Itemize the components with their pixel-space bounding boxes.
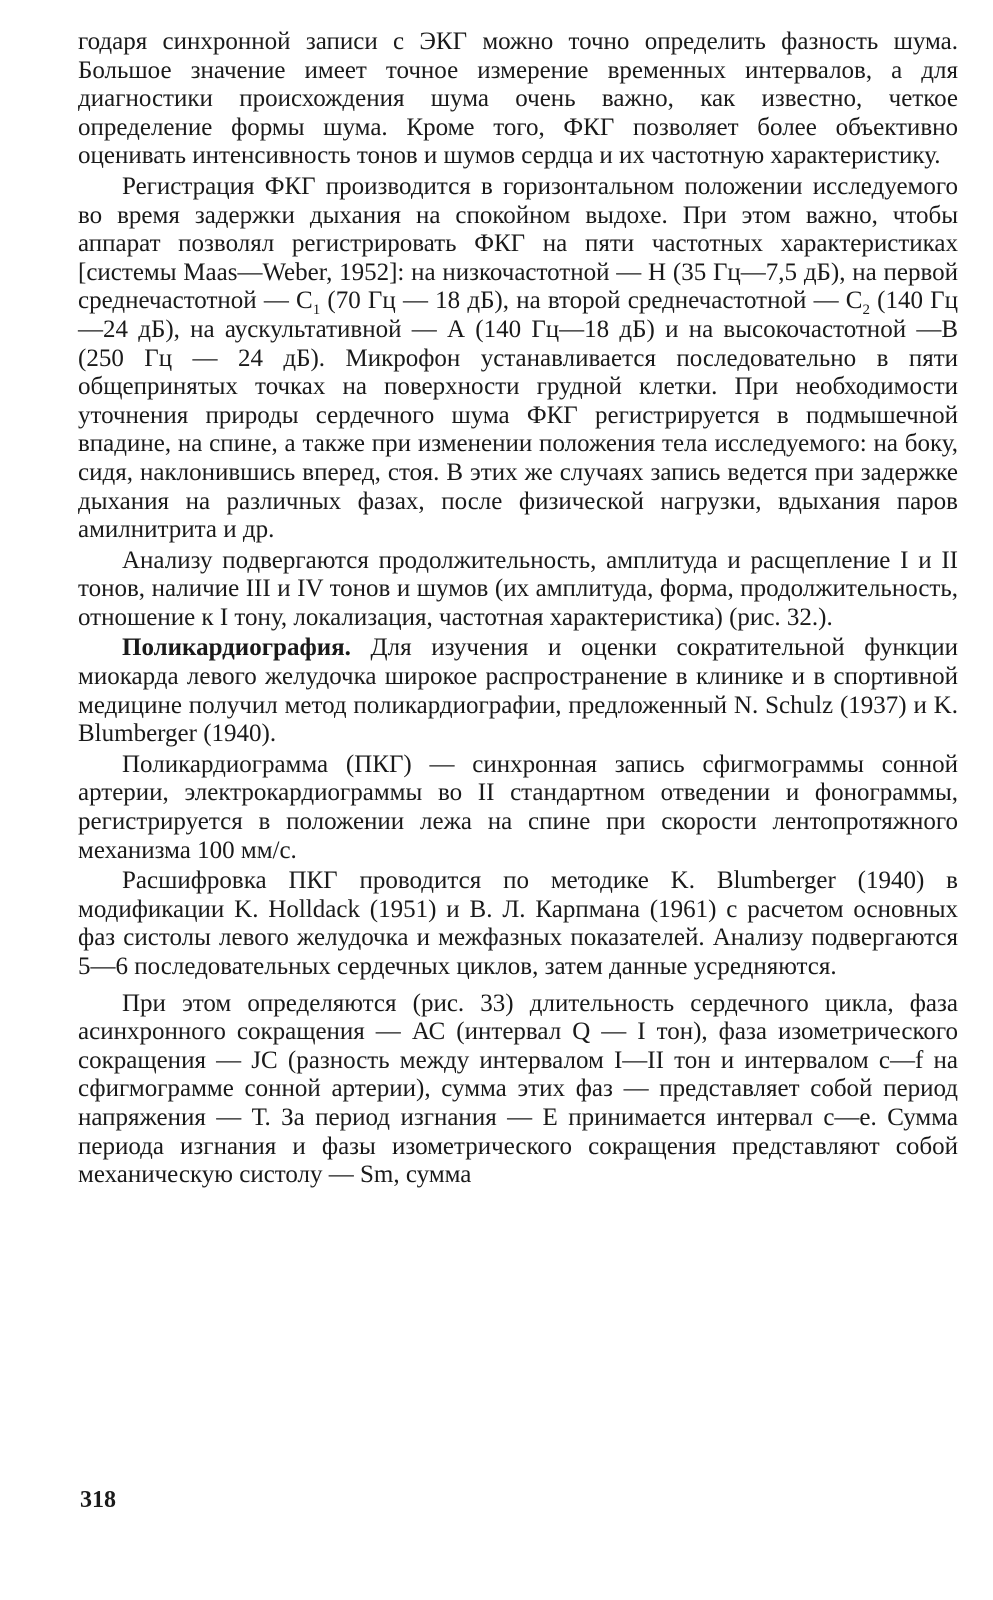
paragraph-4 (78, 634, 958, 748)
page-number: 318 (80, 1487, 116, 1513)
paragraph-4-text: Для изучения и оценки сократительной функции миокарда левого желудочка широкое распространение в клинике и в спортивной медицине получил метод поликардиографии, предложенный N. Schulz (1937) и K. Blumberger (1940). (78, 634, 958, 748)
paragraph-6: Расшифровка ПКГ проводится по методике K. Blumberger (1940) в модификации K. Holldack (1951) и В. Л. Карпмана (1961) с расчетом основных фаз систолы левого желудочка и межфазных показателей. Анализу подвергаются 5—6 последовательных сердечных циклов, затем данные усредняются. (78, 867, 958, 980)
paragraph-5: Поликардиограмма (ПКГ) — синхронная запись сфигмограммы сонной артерии, электрокардиограммы во II стандартном отведении и фонограммы, регистрируется в положении лежа на спине при скорости лентопротяжного механизма 100 мм/с. (78, 750, 958, 864)
section-heading-polycardiography: Поликардиография. (122, 634, 351, 662)
paragraph-2-part-2: (70 Гц — 18 дБ), на второй среднечастотной — С (320, 287, 863, 315)
paragraph-1: годаря синхронной записи с ЭКГ можно точно определить фазность шума. Большое значение имеет точное измерение временных интервалов, а для диагностики происхождения шума очень важно, как известно, четкое определение формы шума. Кроме того, ФКГ позволяет более объективно оценивать интенсивность тонов и шумов сердца и их частотную характеристику. (78, 28, 958, 170)
paragraph-3: Анализу подвергаются продолжительность, амплитуда и расщепление I и II тонов, наличие III и IV тонов и шумов (их амплитуда, форма, продолжительность, отношение к I тону, локализация, частотная характеристика) (рис. 32.). (78, 546, 958, 631)
subscript-1: 1 (312, 302, 321, 319)
paragraph-2-part-1: Регистрация ФКГ производится в горизонтальном положении исследуемого во время задержки дыхания на спокойном выдохе. При этом важно, чтобы аппарат позволял регистрировать ФКГ на пяти частотных характеристиках [системы Maas—Weber, 1952]: на низкочастотной — Н (35 Гц—7,5 дБ), на первой среднечастотной — С (78, 172, 958, 315)
paragraph-7: При этом определяются (рис. 33) длительность сердечного цикла, фаза асинхронного сокращения — АС (интервал Q — I тон), фаза изометрического сокращения — JC (разность между интервалом I—II тон и интервалом c—f на сфигмограмме сонной артерии), сумма этих фаз — представляет собой период напряжения — Т. За период изгнания — Е принимается интервал с—е. Сумма периода изгнания и фазы изометрического сокращения представляют собой механическую систолу — Sm, сумма (78, 989, 958, 1189)
paragraph-2-part-3: (140 Гц—24 дБ), на аускультативной — А (140 Гц—18 дБ) и на высокочастотной —В (250 Гц — 24 дБ). Микрофон устанавливается последовательно в пяти общепринятых точках на поверхности грудной клетки. При необходимости уточнения природы сердечного шума ФКГ регистрируется в подмышечной впадине, на спине, а также при изменении положения тела исследуемого: на боку, сидя, наклонившись вперед, стоя. В этих же случаях запись ведется при задержке дыхания на различных фазах, после физической нагрузки, вдыхания паров амилнитрита и др. (78, 287, 958, 544)
paragraph-2 (78, 173, 958, 545)
subscript-2: 2 (862, 302, 870, 319)
page-body (78, 28, 958, 1190)
